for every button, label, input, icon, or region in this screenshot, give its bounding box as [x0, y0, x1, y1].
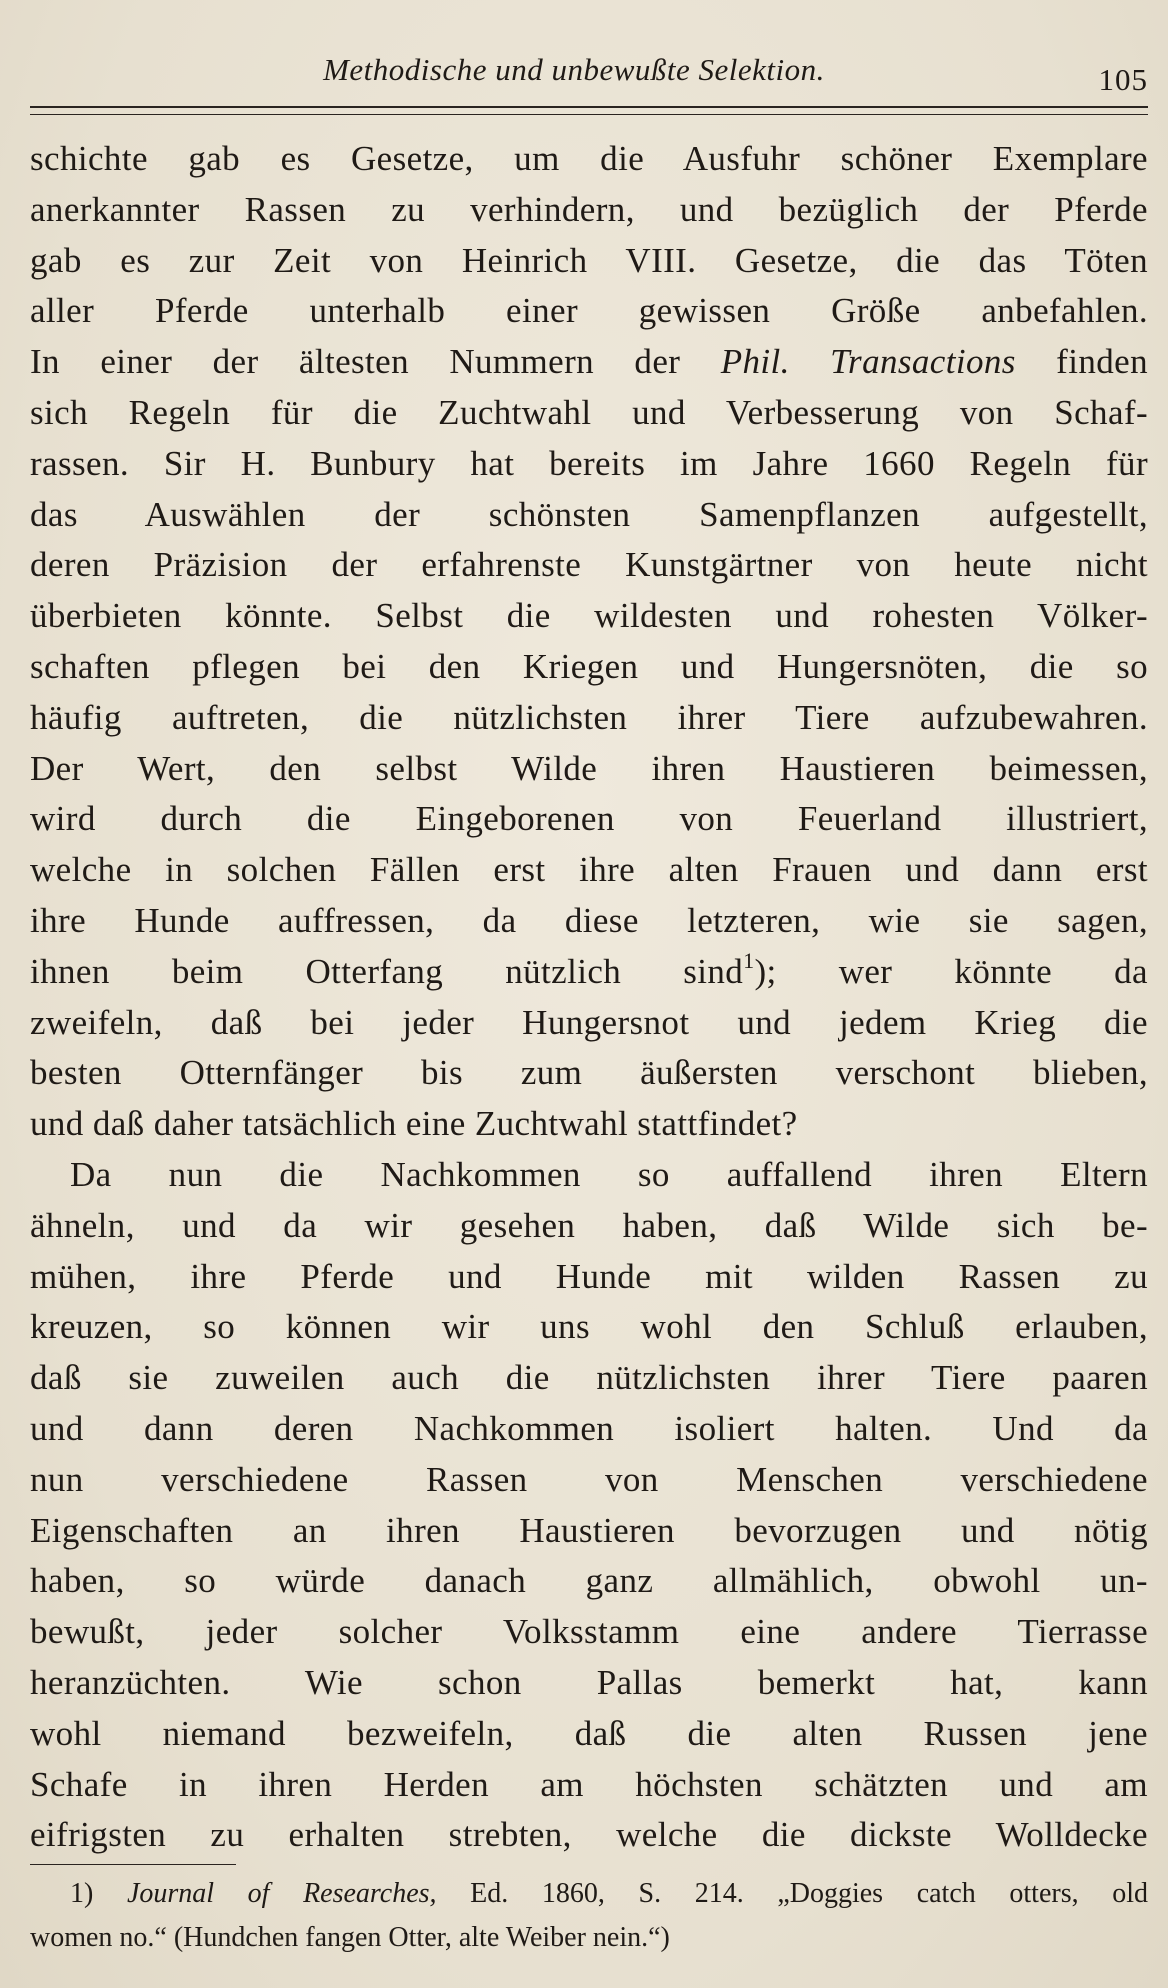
text-line: kreuzen, so können wir uns wohl den Schluß erlauben, — [30, 1307, 1148, 1347]
footnote-line — [30, 1872, 1148, 1916]
paragraph-start-line: Da nun die Nachkommen so auffallend ihren Eltern — [70, 1154, 1148, 1194]
text-line: wohl niemand bezweifeln, daß die alten Russen jene — [30, 1713, 1148, 1753]
text-segment: ihnen beim Otterfang nützlich sind — [30, 951, 744, 991]
text-line: schichte gab es Gesetze, um die Ausfuhr schöner Exemplare — [30, 139, 1148, 178]
text-line: häufig auftreten, die nützlichsten ihrer Tiere aufzubewahren. — [30, 697, 1148, 737]
text-line: daß sie zuweilen auch die nützlichsten ihrer Tiere paaren — [30, 1358, 1148, 1398]
text-line: besten Otternfänger bis zum äußersten verschont blieben, — [30, 1053, 1148, 1093]
footnote-line: women no.“ (Hundchen fangen Otter, alte Weiber nein.“) — [30, 1922, 670, 1953]
text-line: bewußt, jeder solcher Volksstamm eine andere Tierrasse — [30, 1612, 1148, 1652]
text-line: wird durch die Eingeborenen von Feuerland illustriert, — [30, 799, 1148, 839]
text-line: Schafe in ihren Herden am höchsten schätzten und am — [30, 1764, 1148, 1804]
text-line: gab es zur Zeit von Heinrich VIII. Gesetze, die das Töten — [30, 240, 1148, 280]
footnote-text: Ed. 1860, S. 214. „Doggies catch otters, old — [436, 1878, 1148, 1909]
footnote-marker: 1) — [70, 1878, 94, 1909]
text-segment: finden — [1015, 342, 1148, 382]
text-line: das Auswählen der schönsten Samenpflanzen aufgestellt, — [30, 494, 1148, 534]
footnote-rule — [30, 1864, 236, 1865]
text-line: ihre Hunde auffressen, da diese letzteren, wie sie sagen, — [30, 900, 1148, 940]
text-segment: In einer der ältesten Nummern der — [30, 342, 721, 382]
header-double-rule — [30, 106, 1148, 115]
text-line: rassen. Sir H. Bunbury hat bereits im Jahre 1660 Regeln für — [30, 443, 1148, 483]
text-line: und dann deren Nachkommen isoliert halten. Und da — [30, 1408, 1148, 1448]
footnote — [30, 1872, 1148, 1960]
running-title: Methodische und unbewußte Selektion. — [323, 52, 825, 87]
text-line — [30, 947, 1148, 998]
text-line: haben, so würde danach ganz allmählich, obwohl un- — [30, 1561, 1148, 1601]
text-line: und daß daher tatsächlich eine Zuchtwahl stattfindet? — [30, 1104, 798, 1144]
text-line: aller Pferde unterhalb einer gewissen Größe anbefahlen. — [30, 291, 1148, 331]
text-line: deren Präzision der erfahrenste Kunstgärtner von heute nicht — [30, 545, 1148, 585]
text-line: mühen, ihre Pferde und Hunde mit wilden Rassen zu — [30, 1256, 1148, 1296]
footnote-reference[interactable]: 1 — [743, 948, 755, 973]
text-line: eifrigsten zu erhalten strebten, welche die dickste Wolldecke — [30, 1815, 1148, 1855]
page-header — [30, 44, 1148, 97]
text-segment: ); wer könnte da — [754, 951, 1148, 991]
page-number: 105 — [1098, 62, 1148, 97]
text-line — [30, 337, 1148, 388]
text-line: zweifeln, daß bei jeder Hungersnot und jedem Krieg die — [30, 1002, 1148, 1042]
journal-title-italic: Phil. Transactions — [720, 342, 1016, 382]
text-line: anerkannter Rassen zu verhindern, und bezüglich der Pferde — [30, 189, 1148, 229]
text-line: schaften pflegen bei den Kriegen und Hungersnöten, die so — [30, 646, 1148, 686]
text-line: nun verschiedene Rassen von Menschen verschiedene — [30, 1459, 1148, 1499]
footnote-source-italic: Journal of Researches, — [126, 1878, 437, 1909]
text-line: überbieten könnte. Selbst die wildesten und rohesten Völker- — [30, 596, 1148, 636]
text-line: heranzüchten. Wie schon Pallas bemerkt hat, kann — [30, 1662, 1148, 1702]
text-line: Eigenschaften an ihren Haustieren bevorzugen und nötig — [30, 1510, 1148, 1550]
text-line: ähneln, und da wir gesehen haben, daß Wilde sich be- — [30, 1205, 1148, 1245]
text-line: welche in solchen Fällen erst ihre alten Frauen und dann erst — [30, 850, 1148, 890]
body-text — [30, 134, 1148, 1861]
book-page — [30, 0, 1148, 1988]
text-line: sich Regeln für die Zuchtwahl und Verbesserung von Schaf- — [30, 392, 1148, 432]
text-line: Der Wert, den selbst Wilde ihren Haustieren beimessen, — [30, 748, 1148, 788]
